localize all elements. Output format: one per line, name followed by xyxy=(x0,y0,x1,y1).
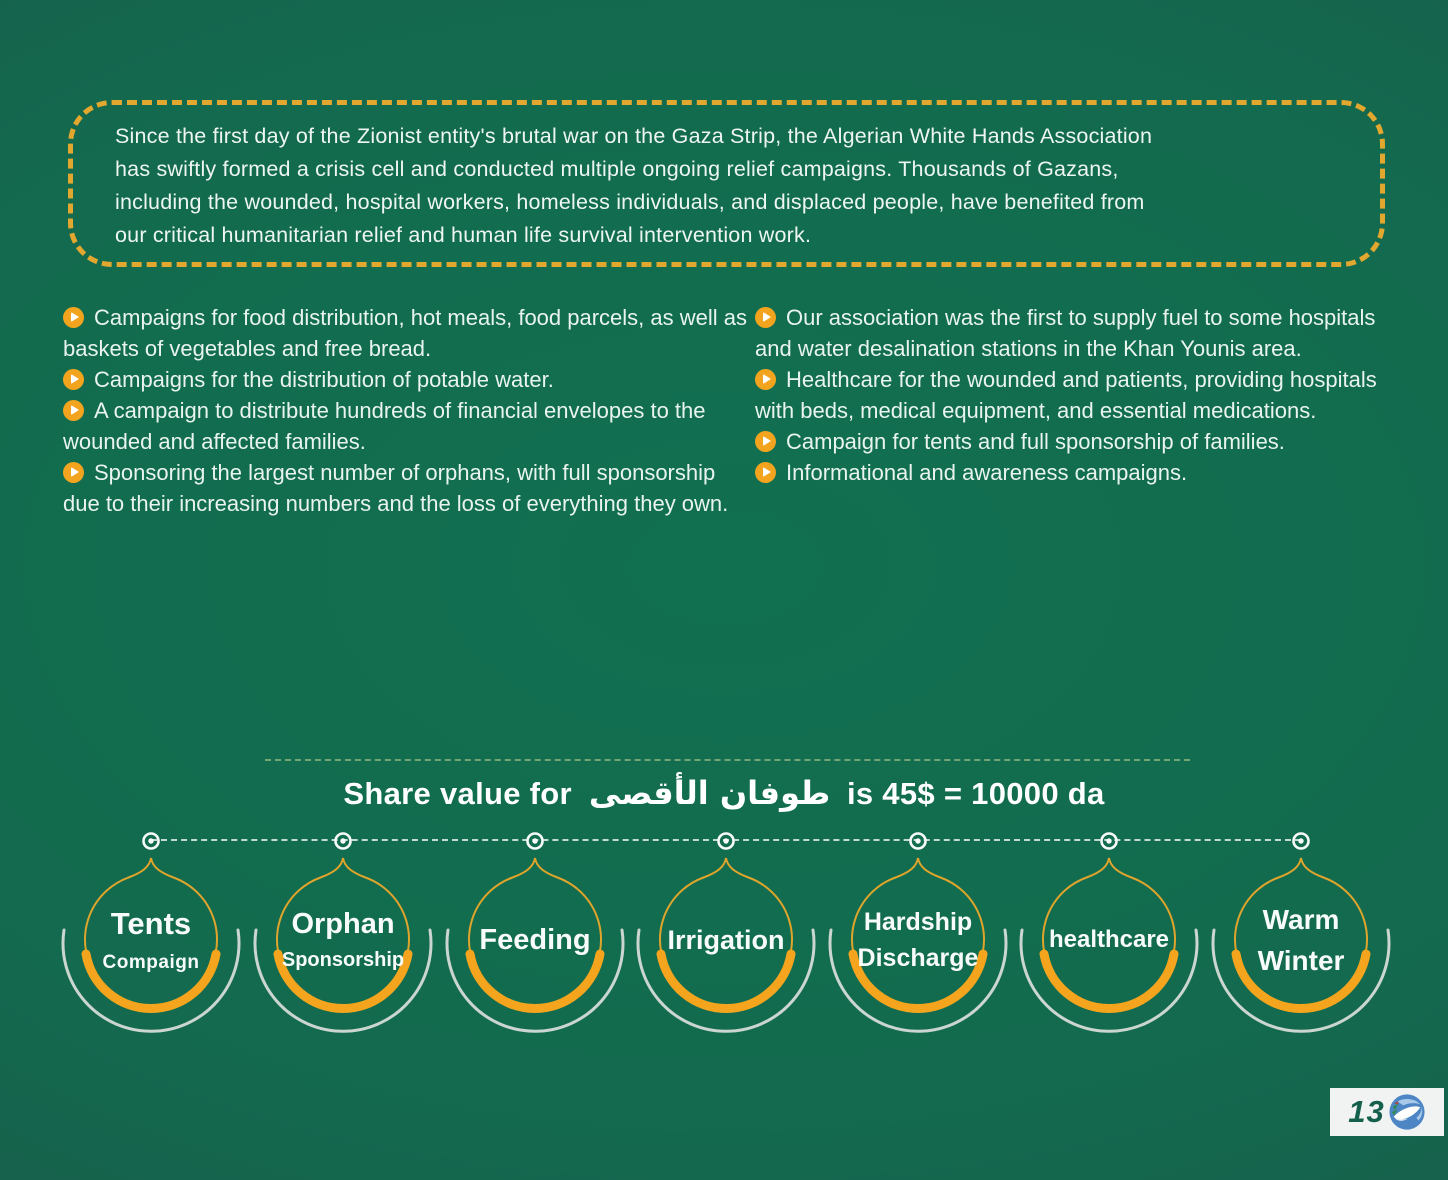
timeline-label-line2: Sponsorship xyxy=(281,949,405,971)
play-bullet-icon xyxy=(755,369,776,390)
timeline-item-label xyxy=(826,892,1010,988)
intro-text-line: our critical humanitarian relief and human life survival intervention work. xyxy=(115,223,812,247)
globe-dove-logo-icon xyxy=(1388,1093,1426,1131)
timeline-item-label xyxy=(251,892,435,988)
bullet-item xyxy=(63,457,755,519)
timeline-item-warm-winter xyxy=(1201,830,1401,1040)
play-bullet-icon xyxy=(63,307,84,328)
timeline-label-line2: Discharge xyxy=(857,943,979,972)
timeline-label-line1: Orphan xyxy=(291,908,395,940)
timeline-item-hardship-discharge xyxy=(818,830,1018,1040)
share-title-suffix: is 45$ = 10000 da xyxy=(846,776,1105,811)
bullet-item xyxy=(63,395,755,457)
timeline-label-line1: Tents xyxy=(110,906,192,941)
play-bullet-icon xyxy=(755,307,776,328)
timeline-label-line2: Compaign xyxy=(102,952,200,973)
bullet-text: Sponsoring the largest number of orphans, with full sponsorship due to their increasing numbers and the loss of everything they own. xyxy=(63,460,729,516)
timeline-label-line1: Irrigation xyxy=(667,924,785,955)
bullet-text: Healthcare for the wounded and patients, providing hospitals with beds, medical equipment, and essential medications. xyxy=(755,367,1377,423)
timeline-label-line1: Hardship xyxy=(863,907,973,936)
share-value-title xyxy=(0,774,1448,812)
play-bullet-icon xyxy=(755,431,776,452)
timeline-item-label xyxy=(59,892,243,988)
intro-box xyxy=(68,100,1385,267)
bullet-item xyxy=(63,364,755,395)
bullet-column-right xyxy=(755,302,1405,519)
bullet-column-left xyxy=(63,302,755,519)
campaign-bullet-columns xyxy=(0,302,1448,519)
bullet-item xyxy=(755,364,1405,426)
dashed-separator xyxy=(265,759,1190,761)
bullet-text: Campaigns for food distribution, hot meals, food parcels, as well as baskets of vegetables and free bread. xyxy=(63,305,747,361)
timeline-label-line1: Warm xyxy=(1262,903,1340,935)
intro-text-line: including the wounded, hospital workers, homeless individuals, and displaced people, have benefited from xyxy=(115,190,1145,214)
page-number: 13 xyxy=(1348,1094,1385,1129)
timeline-label-line1: healthcare xyxy=(1048,926,1170,953)
timeline-item-tents-campaign xyxy=(51,830,251,1040)
timeline-item-healthcare xyxy=(1009,830,1209,1040)
bullet-item xyxy=(63,302,755,364)
share-title-prefix: Share value for xyxy=(343,776,572,811)
intro-text-line: has swiftly formed a crisis cell and conducted multiple ongoing relief campaigns. Thousands of Gazans, xyxy=(115,157,1119,181)
bullet-text: A campaign to distribute hundreds of financial envelopes to the wounded and affected families. xyxy=(63,398,706,454)
intro-text-line: Since the first day of the Zionist entity's brutal war on the Gaza Strip, the Algerian White Hands Association xyxy=(115,124,1153,148)
timeline-item-label xyxy=(443,892,627,988)
bullet-item xyxy=(755,426,1405,457)
timeline-label-line1: Feeding xyxy=(479,923,591,956)
bullet-text: Campaigns for the distribution of potable water. xyxy=(94,367,554,392)
page-number-badge xyxy=(1330,1088,1444,1136)
share-title-arabic: طوفان الأقصى xyxy=(588,774,831,812)
bullet-text: Informational and awareness campaigns. xyxy=(786,460,1188,485)
timeline-item-irrigation xyxy=(626,830,826,1040)
bullet-item xyxy=(755,302,1405,364)
timeline-item-label xyxy=(1209,892,1393,988)
bullet-text: Our association was the first to supply fuel to some hospitals and water desalination stations in the Khan Younis area. xyxy=(755,305,1376,361)
play-bullet-icon xyxy=(63,369,84,390)
timeline-item-feeding xyxy=(435,830,635,1040)
timeline-item-orphan-sponsorship xyxy=(243,830,443,1040)
play-bullet-icon xyxy=(63,462,84,483)
timeline-label-line2: Winter xyxy=(1257,944,1345,976)
timeline-item-label xyxy=(1017,892,1201,988)
bullet-text: Campaign for tents and full sponsorship of families. xyxy=(786,429,1285,454)
play-bullet-icon xyxy=(755,462,776,483)
timeline-item-label xyxy=(634,892,818,988)
bullet-item xyxy=(755,457,1405,488)
play-bullet-icon xyxy=(63,400,84,421)
